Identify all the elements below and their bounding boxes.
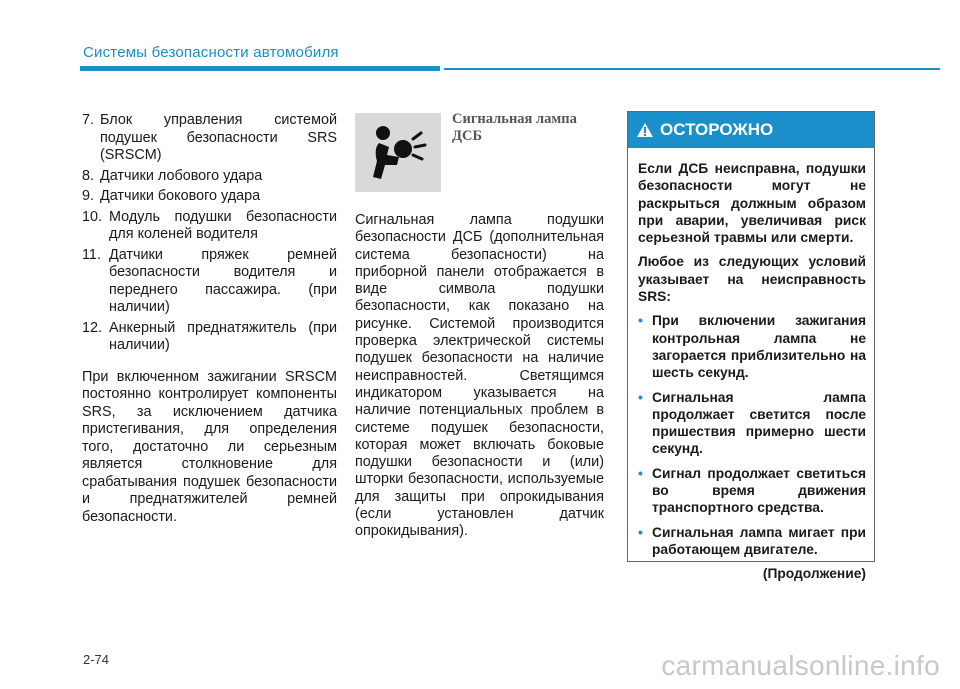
item-number: 7. — [82, 112, 95, 128]
warning-body — [628, 148, 874, 583]
warning-paragraph: Если ДСБ неисправна, подушки безопасности могут не раскрыться должным образом при аварии, увеличивая риск серьезной травмы или смерти. — [638, 161, 866, 246]
bullet-dot-icon: • — [638, 388, 643, 405]
item-text: Анкерный преднатяжитель (при наличии) — [109, 319, 337, 353]
list-item — [82, 247, 337, 317]
list-item — [82, 209, 337, 244]
airbag-warning-icon — [369, 123, 429, 183]
airbag-icon-box — [355, 113, 441, 192]
watermark-link[interactable]: carmanualsonline.info — [661, 650, 940, 681]
bullet-text: Сигнальная лампа продолжает светится после пришествия примерно шести секунд. — [652, 389, 866, 457]
item-number: 8. — [82, 167, 95, 184]
item-text: Модуль подушки безопасности для коленей водителя — [109, 208, 337, 242]
bullet-text: Сигнал продолжает светиться во время движения транспортного средства. — [652, 465, 866, 516]
left-column — [82, 112, 337, 526]
warning-bullet — [638, 465, 866, 517]
section-header-title: Системы безопасности автомобиля — [83, 44, 339, 61]
warning-bullet — [638, 312, 866, 381]
lamp-description: Сигнальная лампа подушки безопасности ДСБ (дополнительная система безопасности) на приборной панели отображается в виде символа подушки безопасности, как показано на рисунке. Системой производится проверка электрической системы подушек безопасности на наличие неисправностей. Светящимся индикатором указывается на наличие потенциальных проблем в системе подушек безопасности, которая может включать боковые подушки безопасности и (или) шторки безопасности, используемые для защиты при опрокидывания (если установлен датчик опрокидывания). — [355, 212, 604, 540]
list-item — [82, 188, 337, 206]
warning-bullet — [638, 389, 866, 458]
bullet-dot-icon: • — [638, 312, 643, 329]
warning-triangle-icon — [636, 122, 654, 138]
item-number: 11. — [82, 246, 101, 263]
warning-box — [627, 111, 875, 582]
header-rule-thin — [444, 68, 940, 70]
item-text: Блок управления системой подушек безопасности SRS (SRSCM) — [100, 112, 337, 163]
item-number: 9. — [82, 188, 95, 204]
item-text: Датчики бокового удара — [100, 188, 261, 204]
item-text: Датчики пряжек ремней безопасности водителя и переднего пассажира. (при наличии) — [109, 246, 337, 315]
continued-label: (Продолжение) — [762, 566, 866, 582]
list-item — [82, 168, 337, 186]
warning-paragraph: Любое из следующих условий указывает на неисправность SRS: — [638, 254, 866, 305]
page-number: 2-74 — [83, 652, 110, 667]
warning-title: ОСТОРОЖНО — [660, 120, 774, 139]
bullet-text: Сигнальная лампа мигает при работающем двигателе. — [652, 524, 866, 557]
bullet-dot-icon: • — [638, 523, 643, 540]
item-number: 10. — [82, 208, 103, 225]
list-item — [82, 320, 337, 355]
bullet-dot-icon: • — [638, 464, 643, 481]
lamp-title: Сигнальная лампа ДСБ — [452, 111, 577, 144]
bullet-text: При включении зажигания контрольная лампа не загорается приблизительно на шесть секунд. — [652, 313, 866, 381]
warning-header — [628, 112, 874, 148]
item-number: 12. — [82, 319, 103, 336]
list-item — [82, 112, 337, 165]
srscm-paragraph: При включенном зажигании SRSCM постоянно контролирует компоненты SRS, за исключением датчика пристегивания, для определения того, достаточно ли серьезным является столкновение для срабатывания подушек безопасности и преднатяжителей ремней безопасности. — [82, 368, 337, 525]
header-rule-thick — [80, 66, 440, 71]
warning-bullet — [638, 524, 866, 559]
item-text: Датчики лобового удара — [100, 167, 263, 184]
